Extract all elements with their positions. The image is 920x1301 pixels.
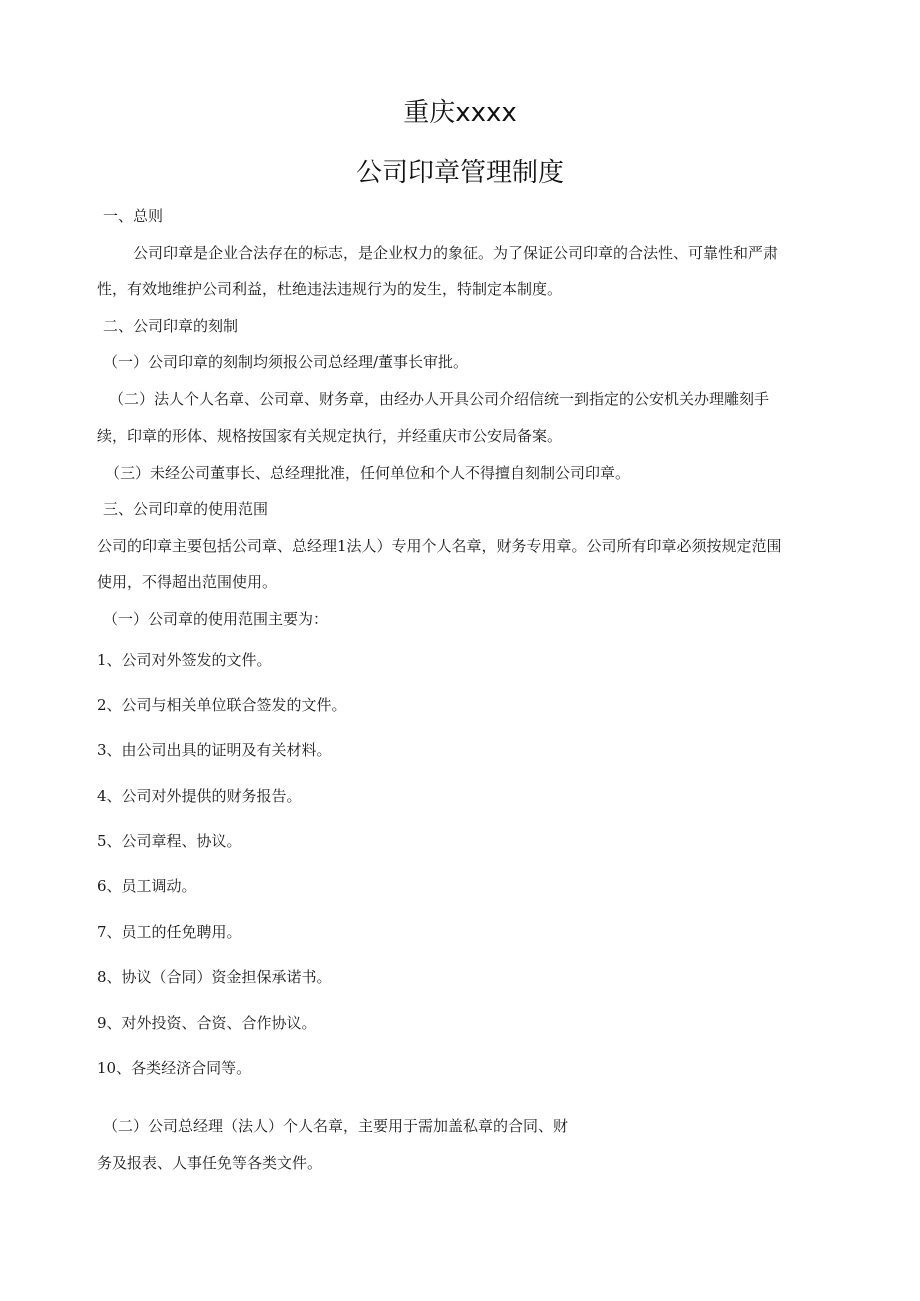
section2-item3: （三）未经公司董事长、总经理批准，任何单位和个人不得擅自刻制公司印章。: [105, 464, 631, 482]
list-item: 9、对外投资、合资、合作协议。: [97, 1014, 317, 1032]
document-title-line1: 重庆xxxx: [403, 98, 517, 128]
list-item: 1、公司对外签发的文件。: [97, 651, 272, 669]
list-item: 6、员工调动。: [97, 877, 197, 895]
list-item: 8、协议（合同）资金担保承诺书。: [97, 968, 332, 986]
list-item: 7、员工的任免聘用。: [97, 923, 242, 941]
section2-heading: 二、公司印章的刻制: [103, 317, 239, 335]
list-item: 5、公司章程、协议。: [97, 832, 242, 850]
section2-item2-line1: （二）法人个人名章、公司章、财务章，由经办人开具公司介绍信统一到指定的公安机关办理雕刻手: [109, 390, 770, 408]
section1-paragraph-line2: 性，有效地维护公司利益，杜绝违法违规行为的发生，特制定本制度。: [97, 280, 563, 298]
section3-sub2-line1: （二）公司总经理（法人）个人名章，主要用于需加盖私章的合同、财: [103, 1117, 569, 1135]
document-title-line2: 公司印章管理制度: [355, 158, 564, 188]
section3-intro-line2: 使用，不得超出范围使用。: [97, 573, 278, 591]
list-item: 2、公司与相关单位联合签发的文件。: [97, 696, 347, 714]
section3-sub2-line2: 务及报表、人事任免等各类文件。: [97, 1154, 323, 1172]
list-item: 4、公司对外提供的财务报告。: [97, 787, 302, 805]
section2-item2-line2: 续，印章的形体、规格按国家有关规定执行，并经重庆市公安局备案。: [97, 427, 563, 445]
list-item: 10、各类经济合同等。: [97, 1059, 252, 1077]
section3-heading: 三、公司印章的使用范围: [103, 500, 269, 518]
section1-paragraph-line1: 公司印章是企业合法存在的标志，是企业权力的象征。为了保证公司印章的合法性、可靠性和严肃: [133, 244, 779, 262]
section3-intro-line1: 公司的印章主要包括公司章、总经理1法人）专用个人名章，财务专用章。公司所有印章必须按规定范围: [97, 537, 782, 555]
section1-heading: 一、总则: [103, 207, 164, 225]
section3-sub1-heading: （一）公司章的使用范围主要为：: [103, 610, 329, 628]
list-item: 3、由公司出具的证明及有关材料。: [97, 741, 332, 759]
section2-item1: （一）公司印章的刻制均须报公司总经理/董事长审批。: [103, 353, 469, 371]
